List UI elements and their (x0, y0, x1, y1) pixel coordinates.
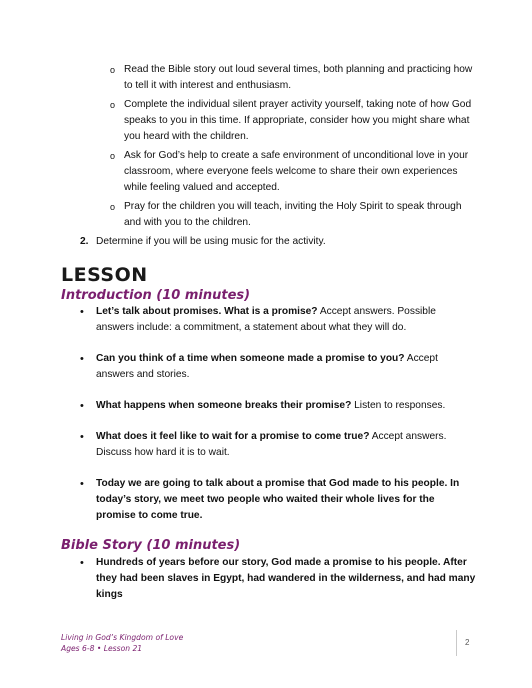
page-footer (61, 632, 183, 654)
bullet-icon: • (80, 431, 84, 443)
list-item (0, 555, 532, 603)
introduction-list (0, 304, 532, 524)
bullet-icon: • (80, 353, 84, 365)
bullet-icon: • (80, 306, 84, 318)
list-item (0, 476, 532, 524)
circle-bullet-icon: o (110, 100, 116, 110)
list-item (0, 398, 532, 414)
preparation-list (0, 62, 532, 250)
list-item (0, 429, 532, 461)
sub-item-text: Ask for God’s help to create a safe environment of unconditional love in your classroom, where everyone feels welcome to share their own experiences while feeling valued and accepted. (124, 150, 469, 193)
bold-prompt: What does it feel like to wait for a promise to come true? (96, 431, 370, 442)
bold-prompt: What happens when someone breaks their promise? (96, 400, 352, 411)
sub-item-text: Read the Bible story out loud several times, both planning and practicing how to tell it with interest and enthusiasm. (124, 64, 473, 91)
item-note: Accept answers. Discuss how hard it is to wait. (96, 431, 447, 458)
bold-prompt: Let’s talk about promises. What is a promise? (96, 306, 318, 317)
footer-lesson-info: Ages 6-8 • Lesson 21 (61, 644, 143, 653)
sub-list-item (0, 148, 532, 196)
footer-curriculum-title: Living in God’s Kingdom of Love (61, 633, 184, 642)
list-item (0, 304, 532, 336)
circle-bullet-icon: o (110, 65, 116, 75)
sub-list-item (0, 62, 532, 94)
footer-divider (456, 630, 457, 656)
bullet-icon: • (80, 478, 84, 490)
sub-item-text: Pray for the children you will teach, inviting the Holy Spirit to speak through and with you to the children. (124, 201, 462, 228)
bible-story-list (0, 555, 532, 603)
sub-item-text: Complete the individual silent prayer activity yourself, taking note of how God speaks to you in this time. If appropriate, consider how you might share what you heard with the children. (124, 99, 472, 142)
introduction-heading: Introduction (10 minutes) (61, 288, 251, 303)
item-note: Accept answers. Possible answers include: a commitment, a statement about what they will do. (96, 306, 436, 333)
lesson-title: LESSON (61, 264, 148, 286)
item-note: Accept answers and stories. (96, 353, 438, 380)
bullet-icon: • (80, 557, 84, 569)
page-number: 2 (465, 638, 470, 647)
numbered-list-item (0, 234, 532, 250)
numbered-item-text: Determine if you will be using music for the activity. (96, 236, 326, 247)
item-note: Listen to responses. (351, 400, 446, 411)
circle-bullet-icon: o (110, 151, 116, 161)
bold-prompt: Hundreds of years before our story, God made a promise to his people. After they had been slaves in Egypt, had wandered in the wilderness, and had many kings (96, 557, 476, 600)
bold-prompt: Today we are going to talk about a promise that God made to his people. In today’s story, we meet two people who waited their whole lives for the promise to come true. (96, 478, 460, 521)
bullet-icon: • (80, 400, 84, 412)
list-number: 2. (80, 236, 89, 247)
bold-prompt: Can you think of a time when someone made a promise to you? (96, 353, 405, 364)
circle-bullet-icon: o (110, 202, 116, 212)
bible-story-heading: Bible Story (10 minutes) (61, 538, 241, 553)
sub-list-item (0, 97, 532, 145)
sub-list-item (0, 199, 532, 231)
list-item (0, 351, 532, 383)
